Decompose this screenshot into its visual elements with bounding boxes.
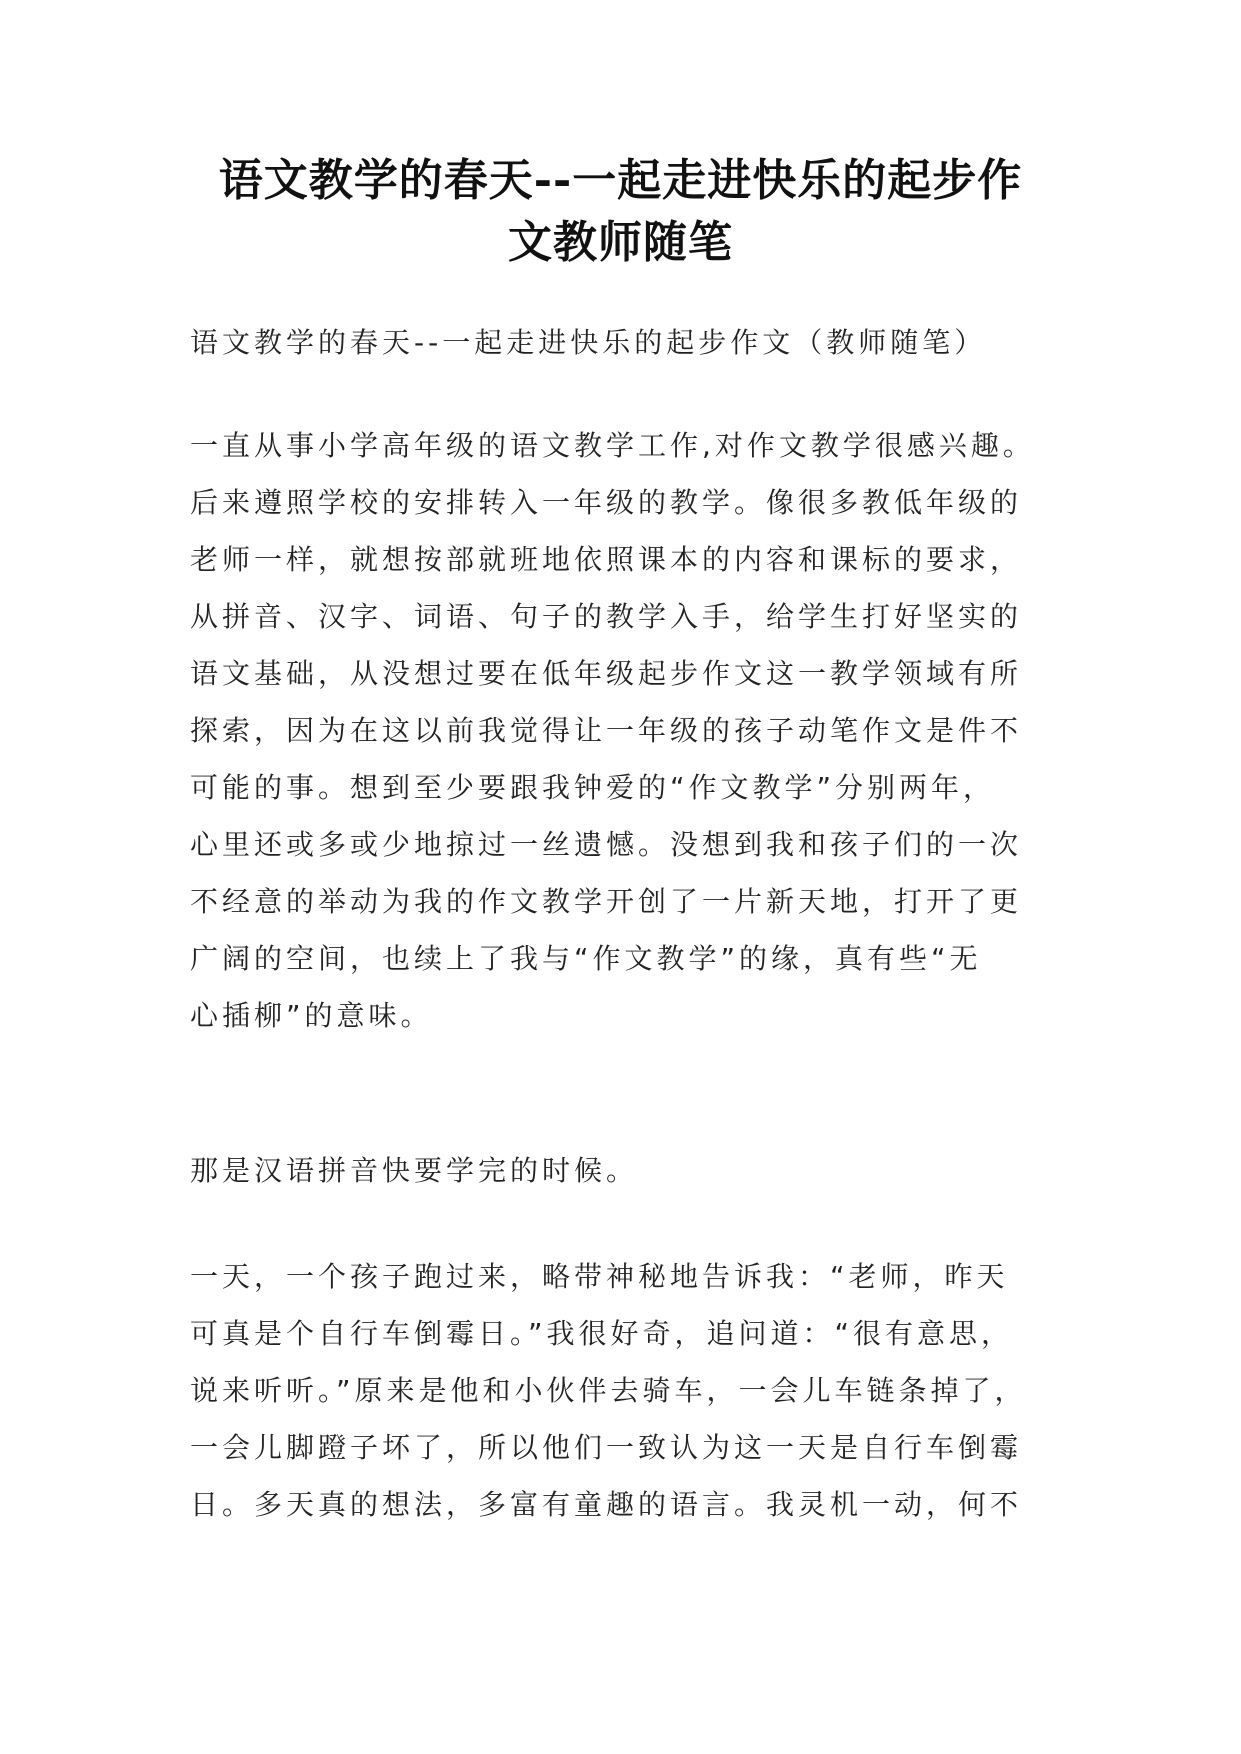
title-line: 文教师随笔 [508, 217, 733, 268]
text-line: 日。多天真的想法，多富有童趣的语言。我灵机一动，何不 [190, 1488, 1023, 1521]
text-line: 心插柳”的意味。 [190, 999, 433, 1032]
text-line: 可真是个自行车倒霉日。”我很好奇，追问道：“很有意思， [190, 1317, 1014, 1350]
paragraph-story [190, 1248, 1070, 1533]
text-line: 说来听听。”原来是他和小伙伴去骑车，一会儿车链条掉了， [190, 1374, 1027, 1407]
text-line: 那是汉语拼音快要学完的时候。 [190, 1154, 639, 1187]
text-line: 老师一样，就想按部就班地依照课本的内容和课标的要求， [190, 543, 1023, 576]
title-line: 语文教学的春天--一起走进快乐的起步作 [218, 155, 1023, 206]
text-line: 一会儿脚蹬子坏了，所以他们一致认为这一天是自行车倒霉 [190, 1431, 1023, 1464]
paragraph-time [190, 1142, 1070, 1199]
text-line: 后来遵照学校的安排转入一年级的教学。像很多教低年级的 [190, 486, 1023, 519]
text-line: 探索，因为在这以前我觉得让一年级的孩子动笔作文是件不 [190, 714, 1023, 747]
text-line: 语文教学的春天--一起走进快乐的起步作文（教师随笔） [190, 326, 987, 359]
text-line: 心里还或多或少地掠过一丝遗憾。没想到我和孩子们的一次 [190, 828, 1023, 861]
paragraph-intro [190, 417, 1070, 1044]
text-line: 语文基础，从没想过要在低年级起步作文这一教学领域有所 [190, 657, 1023, 690]
text-line: 一直从事小学高年级的语文教学工作,对作文教学很感兴趣。 [190, 429, 1035, 462]
text-line: 可能的事。想到至少要跟我钟爱的“作文教学”分别两年， [190, 771, 996, 804]
text-line: 一天，一个孩子跑过来，略带神秘地告诉我：“老师，昨天 [190, 1260, 1009, 1293]
text-line: 从拼音、汉字、词语、句子的教学入手，给学生打好坚实的 [190, 600, 1023, 633]
paragraph-subtitle [190, 314, 1070, 371]
text-line: 广阔的空间，也续上了我与“作文教学”的缘，真有些“无 [190, 942, 982, 975]
document-title [150, 150, 1091, 274]
text-line: 不经意的举动为我的作文教学开创了一片新天地，打开了更 [190, 885, 1023, 918]
